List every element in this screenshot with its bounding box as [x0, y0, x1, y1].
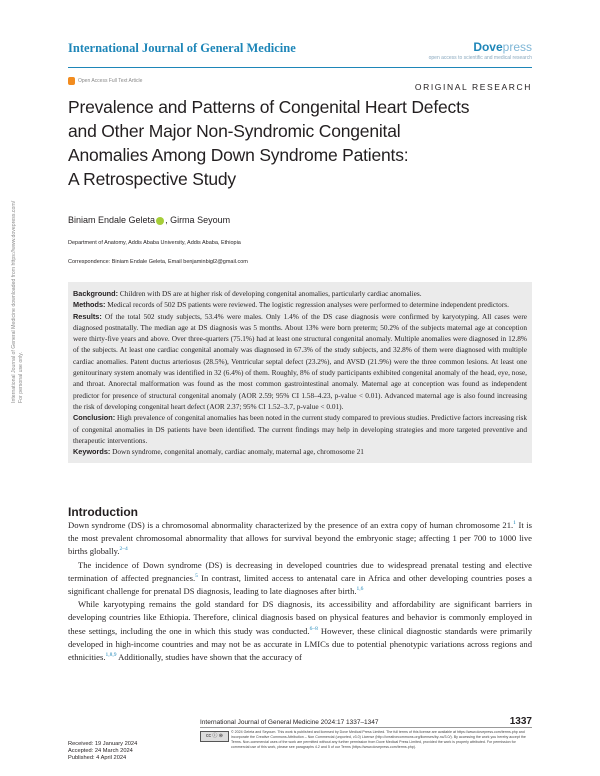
title-line: A Retrospective Study [68, 169, 236, 189]
abstract-text: Children with DS are at higher risk of developing congenital anomalies, particularly cardiac anomalies. [118, 289, 422, 298]
introduction-body [68, 519, 532, 664]
license-text: © 2024 Geleta and Seyoum. This work is published and licensed by Dove Medical Press Limited. The full terms of this license are available at https://www.dovepress.com/terms.php and incorporate the Creative Commons Attribution – Non Commercial (unported, v3.0) License (http://creativecommons.org/licenses/by-nc/3.0/). By accessing the work you hereby accept the Terms. Non-commercial uses of the work are permitted without any further permission from Dove Medical Press Limited, provided the work is properly attributed. For permission for commercial use of this work, please see paragraphs 4.2 and 5 of our Terms (https://www.dovepress.com/terms.php). [231, 730, 526, 749]
citation-link[interactable]: 1,6 [356, 586, 364, 593]
orcid-icon[interactable] [156, 217, 164, 225]
article-title [68, 95, 538, 191]
correspondence: Correspondence: Biniam Endale Geleta, Email benjaminbigl2@gmail.com [68, 259, 248, 265]
publisher-name: Dove [473, 40, 503, 54]
article-category: ORIGINAL RESEARCH [414, 82, 532, 92]
author-name: Biniam Endale Geleta [68, 215, 156, 225]
abstract-keywords [73, 446, 527, 457]
abstract-label: Background: [73, 289, 118, 298]
paragraph-text: The incidence of Down syndrome (DS) is decreasing in developed countries due to widespread prenatal testing and elective termination of affected pregnancies. [68, 559, 532, 583]
abstract-conclusion [73, 412, 527, 446]
abstract-background [73, 288, 527, 299]
publication-dates [68, 741, 137, 762]
author-list [68, 215, 230, 225]
header-divider [68, 67, 532, 68]
abstract-label: Results: [73, 311, 102, 321]
accepted-date: Accepted: 24 March 2024 [68, 748, 133, 754]
abstract-label: Methods: [73, 300, 106, 310]
title-line: and Other Major Non-Syndromic Congenital [68, 121, 401, 141]
citation-link[interactable]: 6–8 [309, 625, 318, 632]
published-date: Published: 4 April 2024 [68, 755, 127, 761]
sidebar-line-2: For personal use only. [18, 352, 24, 403]
paragraph [68, 519, 532, 559]
title-line: Anomalies Among Down Syndrome Patients: [68, 145, 409, 165]
open-access-label: Open Access Full Text Article [78, 78, 143, 84]
paragraph-text: While karyotyping remains the gold standard for DS diagnosis, its accessibility and affordability are significant barriers in developing countries like Ethiopia. Therefore, clinical diagnosis based on physical features and behavior is commonly employed in these settings, including the one in which this study was conducted. [68, 599, 532, 636]
section-heading-introduction: Introduction [68, 505, 138, 519]
abstract-text: Medical records of 502 DS patients were reviewed. The logistic regression analyses were performed to determine independent predictors. [105, 300, 509, 310]
abstract-label: Keywords: [73, 447, 111, 457]
citation-link[interactable]: 1,8,9 [105, 652, 117, 659]
publisher-logo [473, 40, 532, 54]
title-line: Prevalence and Patterns of Congenital Heart Defects [68, 97, 470, 117]
abstract-label: Conclusion: [73, 413, 116, 423]
citation-link[interactable]: 1 [513, 520, 516, 527]
paragraph-text: Down syndrome (DS) is a chromosomal abnormality characterized by the presence of an extra copy of human chromosome 21. [68, 520, 514, 530]
citation-link[interactable]: 2–4 [119, 546, 128, 553]
footer-divider [200, 727, 532, 728]
abstract-box [68, 282, 532, 463]
author-name: , Girma Seyoum [165, 215, 231, 225]
abstract-results [73, 311, 527, 413]
paragraph [68, 598, 532, 664]
paragraph-text: However, these clinical diagnostic standards were primarily developed in high-income countries and may not be as accurate in LMICs due to potential phenotypic variations across regions and ethnicities. [68, 625, 532, 663]
paragraph-text: In contrast, limited access to antenatal care in Africa and other developing countries poses a significant challenge for prenatal DS diagnosis, leading to late diagnoses after birth. [68, 572, 532, 597]
cc-license-icon[interactable]: cc ⓘ ⊜ [200, 731, 229, 742]
affiliation: Department of Anatomy, Addis Ababa University, Addis Ababa, Ethiopia [68, 240, 241, 246]
page-number: 1337 [509, 716, 532, 727]
publisher-suffix: press [502, 40, 532, 54]
publisher-tagline: open access to scientific and medical research [428, 55, 532, 61]
open-access-badge [68, 77, 142, 85]
sidebar-line-1: International Journal of General Medicine downloaded from https://www.dovepress.com/ [11, 200, 17, 403]
footer-journal-ref: International Journal of General Medicine 2024:17 1337–1347 [200, 719, 379, 726]
open-access-icon [68, 77, 75, 85]
abstract-methods [73, 299, 527, 310]
received-date: Received: 19 January 2024 [68, 741, 138, 747]
paragraph-text: Additionally, studies have shown that the accuracy of [116, 652, 302, 663]
download-sidebar [1, 188, 41, 408]
abstract-text: High prevalence of congenital anomalies has been noted in the current study compared to previous studies. Predictive factors increasing risk of congenital anomalies in DS patients have been identified. The current findings may help in developing strategies and more targeted preventive and therapeutic interventions. [73, 413, 527, 445]
abstract-text: Of the total 502 study subjects, 53.4% were males. Only 1.4% of the DS case diagnosis were confirmed by karyotyping. All cases were diagnosed postnatally. The median age at DS diagnosis was 5 months. About 13% were born preterm; 50.2% of the subjects maternal age at conception were thirty-five years and above. Over three-quarters (75.1%) had at least one structural congenital anomaly. Multiple anomalies were diagnosed in 12.8% of the subjects. At least one cardiac congenital anomaly was diagnosed in 67.3% of the study subjects, and 32.8% of them were diagnosed with multiple cardiac anomalies. Patent ductus arteriosus (28.5%), Ventricular septal defect (23.2%), and AVSD (21.9%) were the three common lesions. At least one genitourinary system anomaly was identified in 32 (6.4%) of them. Roughly, 8% of study participants exhibited congenital anomaly of the head, eye, nose, and throat. Anorectal malformation was found as the most common gastrointestinal anomaly. Maternal age at conception was found as independent predictor for presence of structural congenital anomaly (AOR 2.59; 95% CI 1.58–4.23, p-value < 0.01). Advanced maternal age is also found increasing the risk of developing congenital heart defect (AOR 2.37; 95% CI 1.52–3.7, p-value < 0.01). [73, 311, 527, 411]
paragraph [68, 559, 532, 599]
citation-link[interactable]: 5 [195, 572, 198, 579]
paragraph-text: It is the most prevalent chromosomal abnormality that allows for survival beyond the embryonic stage; affecting 1 per 700 to 1000 live births globally. [68, 520, 533, 557]
abstract-text: Down syndrome, congenital anomaly, cardiac anomaly, maternal age, chromosome 21 [110, 447, 364, 457]
journal-name: International Journal of General Medicine [68, 41, 296, 55]
